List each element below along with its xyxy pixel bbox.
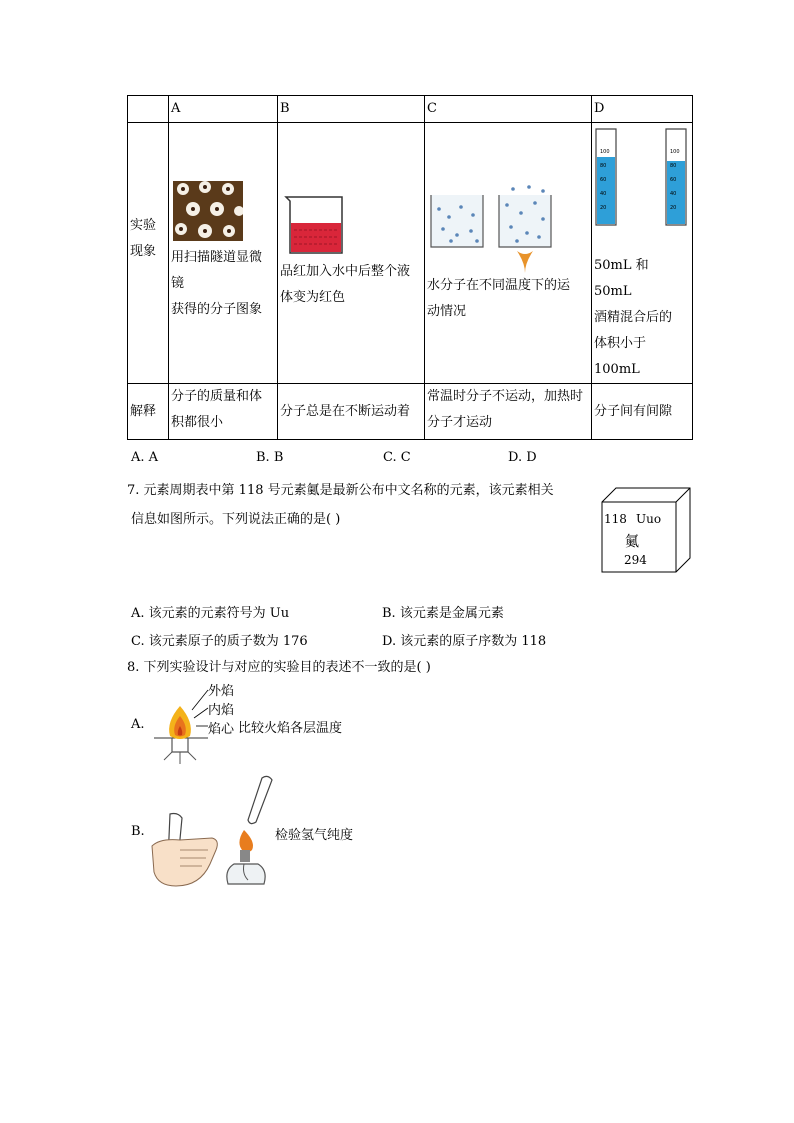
flame-label-leader-lines	[188, 688, 212, 734]
q7-option-a[interactable]: A. 该元素的元素符号为 Uu	[131, 606, 290, 621]
cell-a-explanation: 分子的质量和体 积都很小	[169, 384, 278, 440]
cyl1-mark-60: 60	[600, 177, 607, 183]
q8-stem: 8. 下列实验设计与对应的实验目的表述不一致的是( )	[127, 660, 431, 675]
q6-option-c[interactable]: C. C	[383, 450, 411, 465]
q7-option-b[interactable]: B. 该元素是金属元素	[382, 606, 504, 621]
cell-d-explanation: 分子间有间隙	[592, 384, 693, 440]
q6-option-b[interactable]: B. B	[256, 450, 284, 465]
header-b: B	[278, 96, 425, 123]
element-number: 118	[604, 512, 627, 526]
cyl2-mark-100: 100	[670, 149, 680, 155]
table-header-row	[128, 96, 693, 123]
cyl1-mark-40: 40	[600, 191, 607, 197]
explanation-row	[128, 384, 693, 440]
hand-holding-test-tube-icon	[150, 810, 225, 890]
d-phenomenon-text: 50mL 和 50mL 酒精混合后的 体积小于 100mL	[594, 258, 673, 377]
explanation-label: 解释	[128, 384, 169, 440]
header-d: D	[592, 96, 693, 123]
header-a: A	[169, 96, 278, 123]
cyl2-mark-60: 60	[670, 177, 677, 183]
header-c: C	[425, 96, 592, 123]
alcohol-lamp-test-tube-icon	[222, 774, 282, 892]
q6-option-a[interactable]: A. A	[131, 450, 159, 465]
cell-d-phenomenon	[592, 123, 693, 384]
q8-option-b-label[interactable]: B.	[131, 824, 145, 839]
cell-a-phenomenon	[169, 123, 278, 384]
a-phenomenon-text: 用扫描隧道显微 镜 获得的分子图象	[171, 250, 263, 317]
cyl2-mark-40: 40	[670, 191, 677, 197]
cell-c-explanation: 常温时分子不运动，加热时 分子才运动	[425, 384, 592, 440]
cyl1-mark-80: 80	[600, 163, 607, 169]
experiment-table	[127, 95, 693, 440]
q8-option-a-label[interactable]: A.	[131, 717, 145, 732]
water-molecules-beakers-image	[427, 185, 587, 275]
flame-core-label: 焰心	[208, 722, 235, 737]
b-phenomenon-text: 品红加入水中后整个液 体变为红色	[280, 264, 411, 305]
cyl1-mark-20: 20	[600, 205, 607, 211]
cell-b-phenomenon	[278, 123, 425, 384]
element-symbol: Uuo	[636, 512, 662, 526]
outer-flame-label: 外焰	[208, 684, 235, 699]
q8-option-b-text: 检验氢气纯度	[275, 828, 354, 843]
stm-molecule-image	[173, 181, 243, 241]
cell-b-explanation: 分子总是在不断运动着	[278, 384, 425, 440]
c-phenomenon-text: 水分子在不同温度下的运 动情况	[427, 278, 571, 319]
element-card	[600, 486, 692, 574]
phenomenon-row	[128, 123, 693, 384]
q7-stem-line2: 信息如图所示。下列说法正确的是( )	[131, 512, 341, 527]
element-mass: 294	[624, 553, 647, 567]
cyl2-mark-20: 20	[670, 205, 677, 211]
cyl2-mark-80: 80	[670, 163, 677, 169]
cell-c-phenomenon	[425, 123, 592, 384]
phenomenon-label: 实验 现象	[128, 123, 169, 384]
q8-option-a-text: 比较火焰各层温度	[238, 721, 343, 736]
inner-flame-label: 内焰	[208, 703, 235, 718]
q7-stem-line1: 7. 元素周期表中第 118 号元素鿫是最新公布中文名称的元素，该元素相关	[127, 483, 554, 498]
element-name: 鿫	[625, 534, 639, 550]
q7-option-d[interactable]: D. 该元素的原子序数为 118	[382, 634, 547, 649]
q7-option-c[interactable]: C. 该元素原子的质子数为 176	[131, 634, 308, 649]
graduated-cylinders-image	[594, 127, 691, 229]
q6-option-d[interactable]: D. D	[508, 450, 537, 465]
beaker-red-icon	[284, 193, 346, 257]
cyl1-mark-100: 100	[600, 149, 610, 155]
header-blank	[128, 96, 169, 123]
